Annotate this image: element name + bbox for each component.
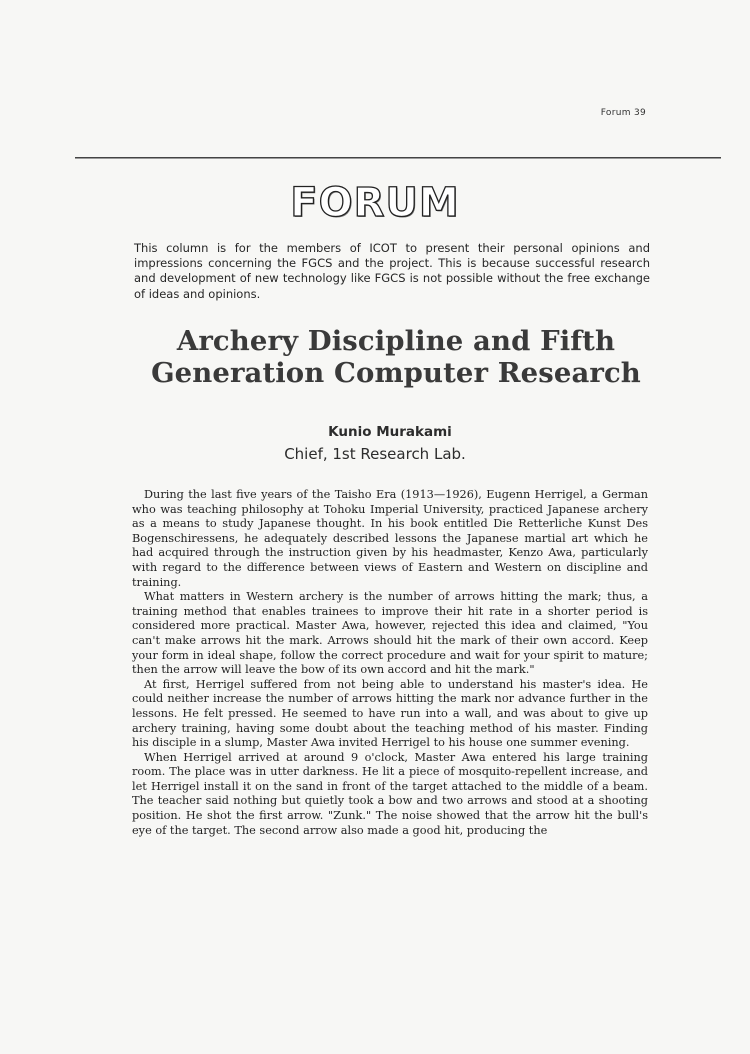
author-affiliation: Chief, 1st Research Lab. <box>284 445 466 463</box>
section-title: FORUM <box>290 180 460 226</box>
body-paragraph-2: What matters in Western archery is the number of arrows hitting the mark; thus, a training method that enables trainees to improve their hit rate in a shorter period is considered more practical. Master Awa, however, rejected this idea and claimed, "You can't make arrows hit the mark. Arrows should hit the mark of their own accord. Keep your form in ideal shape, follow the correct procedure and wait for your spirit to mature; then the arrow will leave the bow of its own accord and hit the mark." <box>132 590 648 677</box>
body-paragraph-1: During the last five years of the Taisho Era (1913—1926), Eugenn Herrigel, a German who was teaching philosophy at Tohoku Imperial University, practiced Japanese archery as a means to study Japanese thought. In his book entitled Die Retterliche Kunst Des Bogenschiressens, he adequately described lessons the Japanese martial art which he had acquired through the instruction given by his headmaster, Kenzo Awa, particularly with regard to the difference between views of Eastern and Western on discipline and training. <box>132 488 648 589</box>
body-paragraph-4: When Herrigel arrived at around 9 o'clock, Master Awa entered his large training room. The place was in utter darkness. He lit a piece of mosquito-repellent increase, and let Herrigel install it on the sand in front of the target attached to the middle of a beam. The teacher said nothing but quietly took a bow and two arrows and stood at a shooting position. He shot the first arrow. "Zunk." The noise showed that the arrow hit the bull's eye of the target. The second arrow also made a good hit, producing the <box>132 750 648 837</box>
column-intro: This column is for the members of ICOT to present their personal opinions and impressions concerning the FGCS and the project. This is because successful research and development of new technology like FGCS is not possible without the free exchange of ideas and opinions. <box>134 241 650 301</box>
author-name: Kunio Murakami <box>328 424 452 440</box>
article-body <box>132 488 648 838</box>
running-head: Forum 39 <box>600 108 646 118</box>
body-paragraph-3: At first, Herrigel suffered from not being able to understand his master's idea. He could neither increase the number of arrows hitting the mark nor advance further in the lessons. He felt pressed. He seemed to have run into a wall, and was about to give up archery training, having some doubt about the teaching method of his master. Finding his disciple in a slump, Master Awa invited Herrigel to his house one summer evening. <box>132 677 648 750</box>
article-title: Archery Discipline and Fifth Generation Computer Research <box>151 325 641 389</box>
header-rule <box>75 157 721 159</box>
